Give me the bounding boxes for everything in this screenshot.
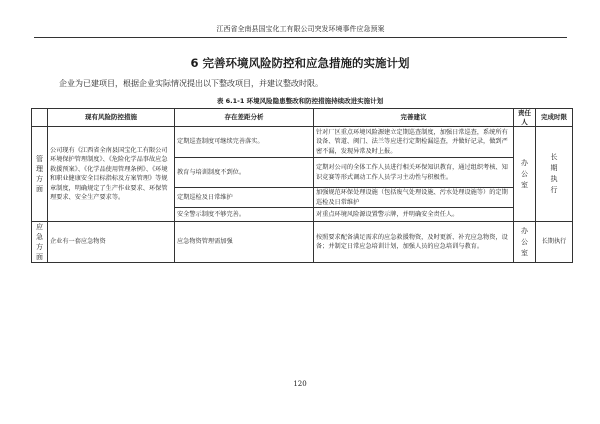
table-header-row (32, 109, 573, 127)
deadline-emergency: 长期执行 (536, 222, 573, 263)
section-title: 6 完善环境风险防控和应急措施的实施计划 (190, 56, 410, 70)
deficiency-cell: 教育与培训制度不到位。 (175, 158, 314, 188)
deficiency-cell: 应急物资管理需加强 (175, 222, 314, 263)
suggestion-cell: 对重点环境风险源设置警示牌，并明确安全责任人。 (314, 208, 514, 222)
page-number: 120 (293, 380, 307, 388)
intro-paragraph: 企业为已建项目，根据企业实际情况提出以下整改项目，并建议整改时限。 (59, 79, 323, 88)
suggestion-cell: 加强规范环保处理设施（包括废气处理设施、污水处理设施等）的定期巡检及日常维护 (314, 188, 514, 208)
suggestion-cell: 按照要求配备满足需求的应急救援物资，及时更新、补充应急物资，设备；并制定日常应急培训计划，加强人员的应急培训与教育。 (314, 222, 514, 263)
responsible-emergency (514, 222, 536, 263)
existing-measures-management: 公司现有《江西省全南县国宝化工有限公司环境保护管理制度》、《危险化学品事故应急救援预案》、《化学品使用管理条例》、《环境和职业健康安全目标指标及方案管理》等规章制度，明确规定了生产作业要求、环保管理要求、安全生产要求等。 (48, 127, 175, 222)
suggestion-cell: 针对厂区重点环境风险源建立定期巡查制度，加强日常巡查，系统所有设备、管道、阀门、法兰等应进行定期检漏巡查，并做好记录，做到严密不漏，发现异常及时上报。 (314, 127, 514, 158)
header-category (32, 109, 48, 127)
suggestion-cell: 定期对公司的全体工作人员进行相关环保知识教育，通过组织考核、知识竞赛等形式调动工作人员学习主动性与积极性。 (314, 158, 514, 188)
deficiency-cell: 定期巡检及日常维护 (175, 188, 314, 208)
header-responsible: 责任人 (514, 109, 536, 127)
deadline-management-label: 长期执行 (550, 153, 558, 194)
header-divider (34, 37, 567, 38)
table-row (32, 222, 573, 263)
responsible-emergency-label: 办公室 (521, 226, 528, 257)
responsible-management-label: 办公室 (521, 158, 528, 189)
category-emergency-label: 应急方面 (36, 223, 43, 261)
header-deadline: 完成时限 (536, 109, 573, 127)
category-management-cell (32, 127, 48, 222)
running-header: 江西省全南县国宝化工有限公司突发环境事件应急预案 (216, 25, 385, 33)
header-deficiency: 存在差距分析 (175, 109, 314, 127)
responsible-management (514, 127, 536, 222)
category-emergency-cell (32, 222, 48, 263)
header-suggestion: 完善建议 (314, 109, 514, 127)
deficiency-cell: 定期巡查制度可继续完善落实。 (175, 127, 314, 158)
category-management-label: 管理方面 (36, 155, 43, 193)
deficiency-cell: 安全警示制度不够完善。 (175, 208, 314, 222)
header-existing-measures: 现有风险防控措施 (48, 109, 175, 127)
table-row (32, 127, 573, 158)
existing-measures-emergency: 企业有一套应急物资 (48, 222, 175, 263)
table-caption: 表 6.1-1 环境风险隐患整改和防控措施持续改进实施计划 (216, 97, 384, 105)
improvement-plan-table (31, 108, 573, 263)
deadline-management (536, 127, 573, 222)
